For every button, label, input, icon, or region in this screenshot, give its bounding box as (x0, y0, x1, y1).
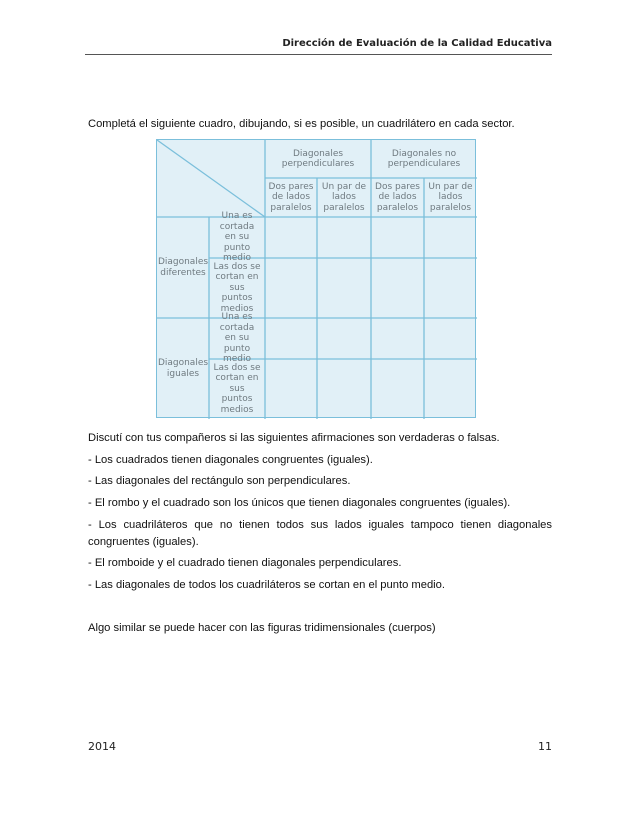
col-header-2: Un par de lados paralelos (321, 181, 367, 213)
statement-5: - El romboide y el cuadrado tienen diagonales perpendiculares. (88, 557, 402, 569)
corner-diagonal-line (157, 140, 265, 217)
statement-1: - Los cuadrados tienen diagonales congruentes (iguales). (88, 454, 373, 466)
col-header-4: Un par de lados paralelos (428, 181, 473, 213)
header-divider (85, 54, 552, 55)
row-header-1: Una es cortada en su punto medio (219, 211, 255, 264)
row-group-iguales: Diagonales iguales (157, 358, 209, 379)
col-group-perpendiculares: Diagonales perpendiculares (281, 148, 355, 169)
quadrilateral-classification-table (156, 139, 476, 418)
statement-6: - Las diagonales de todos los cuadriláteros se cortan en el punto medio. (88, 579, 445, 591)
closing-note: Algo similar se puede hacer con las figuras tridimensionales (cuerpos) (88, 622, 436, 634)
statement-2: - Las diagonales del rectángulo son perpendiculares. (88, 475, 351, 487)
statement-4: - Los cuadriláteros que no tienen todos sus lados iguales tampoco tienen diagonales congruentes (iguales). (88, 519, 552, 548)
page-header-title: Dirección de Evaluación de la Calidad Educativa (282, 38, 552, 49)
row-header-3: Una es cortada en su punto medio (219, 312, 255, 365)
col-header-3: Dos pares de lados paralelos (375, 181, 420, 213)
discussion-lead: Discutí con tus compañeros si las siguientes afirmaciones son verdaderas o falsas. (88, 432, 500, 444)
statement-3: - El rombo y el cuadrado son los únicos que tienen diagonales congruentes (iguales). (88, 497, 511, 509)
col-group-no-perpendiculares: Diagonales no perpendiculares (387, 148, 461, 169)
col-header-1: Dos pares de lados paralelos (268, 181, 314, 213)
row-group-diferentes: Diagonales diferentes (157, 257, 209, 278)
row-header-4: Las dos se cortan en sus puntos medios (213, 362, 261, 415)
row-header-2: Las dos se cortan en sus puntos medios (213, 261, 261, 314)
footer-page-number: 11 (538, 740, 552, 753)
intro-instruction: Completá el siguiente cuadro, dibujando, si es posible, un cuadrilátero en cada sector. (88, 118, 515, 130)
footer-year: 2014 (88, 740, 116, 753)
